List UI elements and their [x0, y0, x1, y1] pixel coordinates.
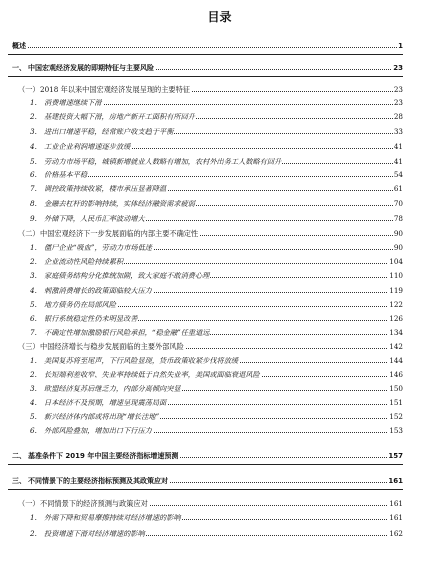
toc-entry[interactable]	[0, 475, 439, 487]
toc-page-number: 142	[389, 342, 403, 351]
toc-entry-title	[30, 528, 146, 540]
toc-entry[interactable]	[0, 84, 439, 96]
toc-entry-text: 家庭债务结构分化推统加剧，致大家庭不敢消费心理	[44, 271, 210, 280]
toc-entry-title	[30, 299, 117, 311]
toc-entry-number: 2.	[30, 529, 37, 538]
toc-entry[interactable]	[0, 97, 439, 109]
toc-entry-number: 5.	[30, 300, 37, 309]
section-divider	[8, 489, 403, 490]
toc-entry-text: 外储下降，人民币汇率波动增大	[44, 214, 145, 223]
toc-entry-title	[30, 369, 261, 381]
toc-page-number: 162	[389, 529, 403, 538]
toc-entry-text: 中国宏观经济发展的即期特征与主要风险	[28, 64, 154, 72]
toc-entry-text: 企业流动性风险持续累积	[44, 257, 124, 266]
toc-page-number: 153	[389, 426, 403, 435]
toc-entry-title	[30, 111, 196, 123]
section-divider	[8, 54, 403, 55]
toc-page-number: 157	[388, 452, 403, 460]
toc-entry-title	[12, 62, 155, 74]
toc-entry-number: 1.	[30, 243, 37, 252]
toc-entry[interactable]	[0, 270, 439, 282]
toc-entry-text: 新兴经济体内部或将出现“增长洼地”	[44, 412, 160, 421]
toc-page-number: 28	[393, 112, 403, 121]
toc-entry-title	[30, 327, 210, 339]
toc-page-number: 61	[393, 184, 403, 193]
toc-entry-title	[30, 183, 167, 195]
toc-page-number: 78	[393, 214, 403, 223]
toc-entry[interactable]	[0, 369, 439, 381]
toc-entry-title	[30, 198, 196, 210]
toc-entry[interactable]	[0, 285, 439, 297]
toc-entry[interactable]	[0, 242, 439, 254]
toc-entry-text: 概述	[12, 42, 26, 50]
section-divider	[8, 464, 403, 465]
toc-entry-number: （一）	[18, 499, 40, 508]
toc-entry-number: 6.	[30, 170, 37, 179]
toc-page-number: 23	[393, 64, 403, 72]
toc-entry[interactable]	[0, 40, 439, 52]
toc-entry-number: 2.	[30, 112, 37, 121]
toc-entry-text: 基建投资大幅下滑，房地产新开工面积有所回升	[44, 112, 195, 121]
toc-entry-text: 不确定性增加激励银行风险承担，“稳金融”任重道远	[44, 328, 210, 337]
toc-entry-title	[30, 411, 160, 423]
toc-entry-text: 美国复苏将至尾声，下行风险显现，货币政策收紧步伐将放缓	[44, 356, 239, 365]
toc-entry-number: 7.	[30, 184, 37, 193]
toc-entry-title	[30, 313, 138, 325]
toc-entry[interactable]	[0, 111, 439, 123]
toc-page-number: 126	[389, 314, 403, 323]
toc-entry-text: 调控政策持续收紧，楼市承压显著降温	[44, 184, 167, 193]
toc-entry-number: 7.	[30, 328, 37, 337]
toc-page-number: 54	[393, 170, 403, 179]
toc-entry-text: 僵尸企业“吸血”，劳动力市场低迷	[44, 243, 152, 252]
toc-entry-title	[18, 498, 149, 510]
toc-entry-text: 工业企业利润增速逐步放缓	[44, 142, 131, 151]
toc-page-number: 134	[389, 328, 403, 337]
toc-entry-title	[30, 512, 182, 524]
toc-entry-text: 刺激消费增长的政策面临较大压力	[44, 286, 152, 295]
toc-entry-title	[30, 213, 146, 225]
toc-entry[interactable]	[0, 126, 439, 138]
toc-entry[interactable]	[0, 498, 439, 510]
toc-entry-title	[12, 450, 179, 462]
page-title: 目录	[207, 10, 232, 24]
toc-entry-text: 中国宏观经济下一步发展面临的内部主要不确定性	[40, 229, 199, 238]
toc-entry[interactable]	[0, 156, 439, 168]
toc-entry[interactable]	[0, 141, 439, 153]
toc-entry-number: 1.	[30, 513, 37, 522]
toc-entry-number: 3.	[30, 271, 37, 280]
toc-entry-number: 8.	[30, 199, 37, 208]
toc-entry[interactable]	[0, 383, 439, 395]
toc-entry[interactable]	[0, 341, 439, 353]
toc-entry-number: 5.	[30, 157, 37, 166]
section-divider	[8, 76, 403, 77]
toc-entry-number: 1.	[30, 356, 37, 365]
toc-entry-text: 日本经济不及预期，增速呈现震荡局面	[44, 398, 167, 407]
toc-entry-number: 二、	[12, 452, 26, 460]
toc-entry[interactable]	[0, 62, 439, 74]
toc-entry[interactable]	[0, 512, 439, 524]
toc-entry-title	[30, 126, 174, 138]
toc-entry-title	[30, 383, 182, 395]
toc-entry-text: 投资增速下滑对经济增速的影响	[44, 529, 145, 538]
toc-entry-number: 3.	[30, 127, 37, 136]
toc-entry-title	[30, 156, 282, 168]
toc-entry-title	[12, 475, 169, 487]
toc-entry-text: 地方债务仍在局部风险	[44, 300, 116, 309]
toc-entry-number: （二）	[18, 229, 40, 238]
toc-entry-number: 1.	[30, 98, 37, 107]
toc-entry-number: 一、	[12, 64, 26, 72]
toc-page-number: 41	[393, 157, 403, 166]
toc-entry-title	[30, 285, 153, 297]
toc-page-number: 161	[389, 513, 403, 522]
toc-entry-text: 银行系统稳定性仍未明显改善	[44, 314, 138, 323]
toc-entry[interactable]	[0, 355, 439, 367]
toc-entry-number: 6.	[30, 314, 37, 323]
toc-entry-text: 长短端利差收窄、失业率持续低于自然失业率，美国或面临衰退风险	[44, 370, 260, 379]
toc-entry[interactable]	[0, 256, 439, 268]
toc-entry-title	[30, 355, 239, 367]
toc-entry-title	[30, 169, 88, 181]
toc-entry[interactable]	[0, 313, 439, 325]
toc-entry-number: 2.	[30, 370, 37, 379]
toc-entry-title	[18, 341, 185, 353]
toc-page-number: 90	[393, 243, 403, 252]
toc-page-number: 110	[389, 271, 403, 280]
toc-page-number: 119	[389, 286, 403, 295]
toc-entry-title	[30, 97, 103, 109]
toc-entry[interactable]	[0, 450, 439, 462]
toc-page-number: 161	[389, 499, 403, 508]
toc-page-number: 161	[388, 477, 403, 485]
toc-page-number: 122	[389, 300, 403, 309]
toc-page-number: 150	[389, 384, 403, 393]
toc-entry-title	[30, 256, 124, 268]
toc-entry[interactable]	[0, 411, 439, 423]
toc-entry-number: 9.	[30, 214, 37, 223]
toc-page-number: 41	[393, 142, 403, 151]
toc-entry-title	[30, 242, 153, 254]
toc-page-number: 70	[393, 199, 403, 208]
toc-leader-dots	[12, 47, 401, 48]
toc-page-number: 1	[398, 42, 403, 50]
toc-page-number: 23	[393, 85, 403, 94]
toc-entry-number: 6.	[30, 426, 37, 435]
toc-page-number: 151	[389, 398, 403, 407]
toc-entry-number: 4.	[30, 286, 37, 295]
toc-entry-title	[18, 84, 191, 96]
toc-entry-number: 4.	[30, 398, 37, 407]
toc-entry-text: 外需下降和贸易摩擦持续对经济增速的影响	[44, 513, 181, 522]
toc-entry[interactable]	[0, 198, 439, 210]
toc-page-number: 146	[389, 370, 403, 379]
toc-entry-text: 不同情景下的经济预测与政策应对	[40, 499, 148, 508]
toc-page-number: 90	[393, 229, 403, 238]
toc-entry[interactable]	[0, 299, 439, 311]
toc-entry[interactable]	[0, 397, 439, 409]
toc-entry-text: 基准条件下 2019 年中国主要经济指标增速预测	[28, 452, 179, 460]
toc-entry-number: 4.	[30, 142, 37, 151]
toc-entry-text: 进出口增速平稳，经常账户收支趋于平衡	[44, 127, 174, 136]
toc-page-number: 152	[389, 412, 403, 421]
toc-entry[interactable]	[0, 183, 439, 195]
toc-entry-title	[30, 270, 210, 282]
toc-entry-number: 2.	[30, 257, 37, 266]
toc-entry-title	[30, 397, 167, 409]
toc-entry-text: 消费增速继续下滑	[44, 98, 102, 107]
toc-entry-text: 金融去杠杆的影响持续，实体经济融资需求疲弱	[44, 199, 195, 208]
toc-entry-text: 外部风险叠加，增加出口下行压力	[44, 426, 152, 435]
toc-entry[interactable]	[0, 228, 439, 240]
toc-entry-text: 劳动力市场平稳，城镇新增就业人数略有增加，农村外出务工人数略有回升	[44, 157, 282, 166]
toc-entry-text: 2018 年以来中国宏观经济发展呈现的主要特征	[40, 85, 190, 94]
toc-entry[interactable]	[0, 213, 439, 225]
toc-entry[interactable]	[0, 169, 439, 181]
toc-entry-text: 中国经济增长与稳步发展面临的主要外部风险	[40, 342, 184, 351]
toc-page-number: 33	[393, 127, 403, 136]
toc-page-number: 104	[389, 257, 403, 266]
toc-page-number: 144	[389, 356, 403, 365]
toc-entry[interactable]	[0, 528, 439, 540]
toc-entry-text: 价格基本平稳	[44, 170, 88, 179]
toc-page-number: 23	[393, 98, 403, 107]
toc-entry-title	[12, 40, 27, 52]
toc-entry-text: 不同情景下的主要经济指标预测及其政策应对	[28, 477, 168, 485]
toc-entry-number: 三、	[12, 477, 26, 485]
toc-entry-text: 欧盟经济复苏后继乏力，内部分离倾向突显	[44, 384, 181, 393]
toc-entry[interactable]	[0, 327, 439, 339]
toc-entry[interactable]	[0, 425, 439, 437]
toc-entry-number: （三）	[18, 342, 40, 351]
toc-entry-title	[30, 425, 153, 437]
toc-entry-number: 5.	[30, 412, 37, 421]
toc-entry-title	[18, 228, 199, 240]
toc-entry-number: 3.	[30, 384, 37, 393]
toc-entry-title	[30, 141, 131, 153]
toc-entry-number: （一）	[18, 85, 40, 94]
